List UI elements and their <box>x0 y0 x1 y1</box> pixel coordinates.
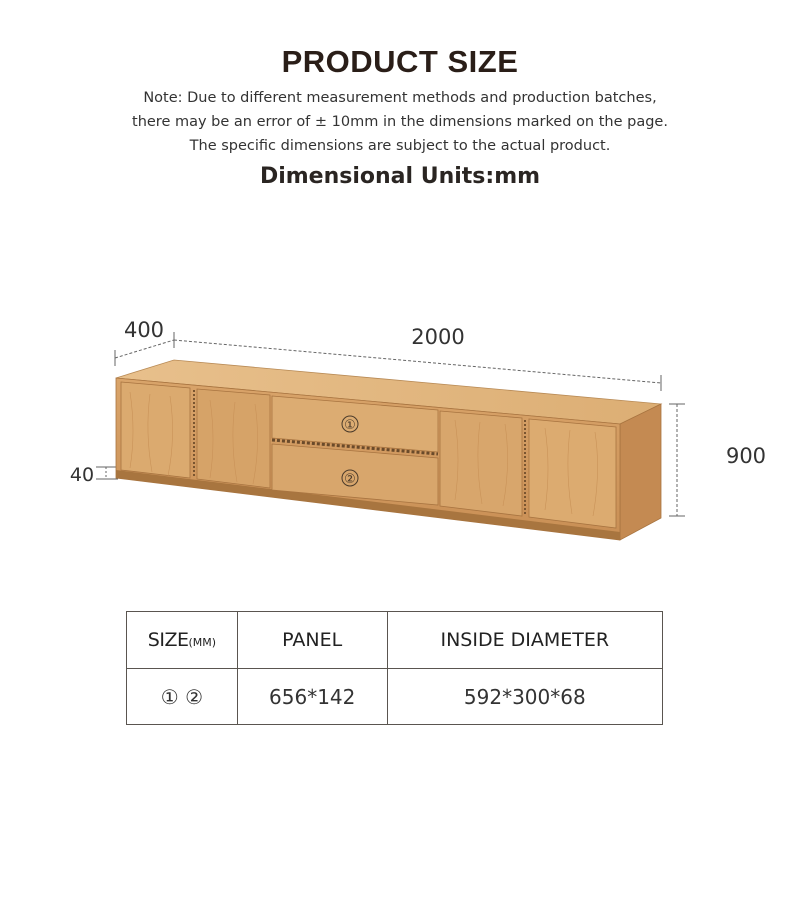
height-dimension <box>669 404 766 516</box>
depth-label: 400 <box>123 318 165 342</box>
inside-diameter-header: INSIDE DIAMETER <box>387 612 662 669</box>
drawer-1-label: ① <box>344 418 356 433</box>
leg-dimension <box>70 464 118 486</box>
measurement-note <box>0 86 800 158</box>
size-table <box>126 611 663 725</box>
panel-cell: 656*142 <box>237 669 387 725</box>
width-label: 2000 <box>411 325 465 349</box>
size-header: SIZE(MM) <box>127 612 238 669</box>
depth-dimension <box>115 318 174 366</box>
inside-diameter-cell: 592*300*68 <box>387 669 662 725</box>
panel-header: PANEL <box>237 612 387 669</box>
note-line: there may be an error of ± 10mm in the dimensions marked on the page. <box>132 114 668 130</box>
cabinet <box>116 360 661 540</box>
page-title: PRODUCT SIZE <box>281 44 519 79</box>
table-header-row <box>127 612 663 669</box>
note-line: The specific dimensions are subject to the actual product. <box>189 138 611 154</box>
size-cell: ① ② <box>127 669 238 725</box>
drawer-2-label: ② <box>344 472 356 487</box>
height-label: 900 <box>725 444 767 468</box>
table-row <box>127 669 663 725</box>
units-label: Dimensional Units:mm <box>259 164 541 189</box>
tv-cabinet-diagram <box>0 300 800 560</box>
note-line: Note: Due to different measurement methods and production batches, <box>143 90 657 106</box>
leg-label: 40 <box>69 464 95 486</box>
